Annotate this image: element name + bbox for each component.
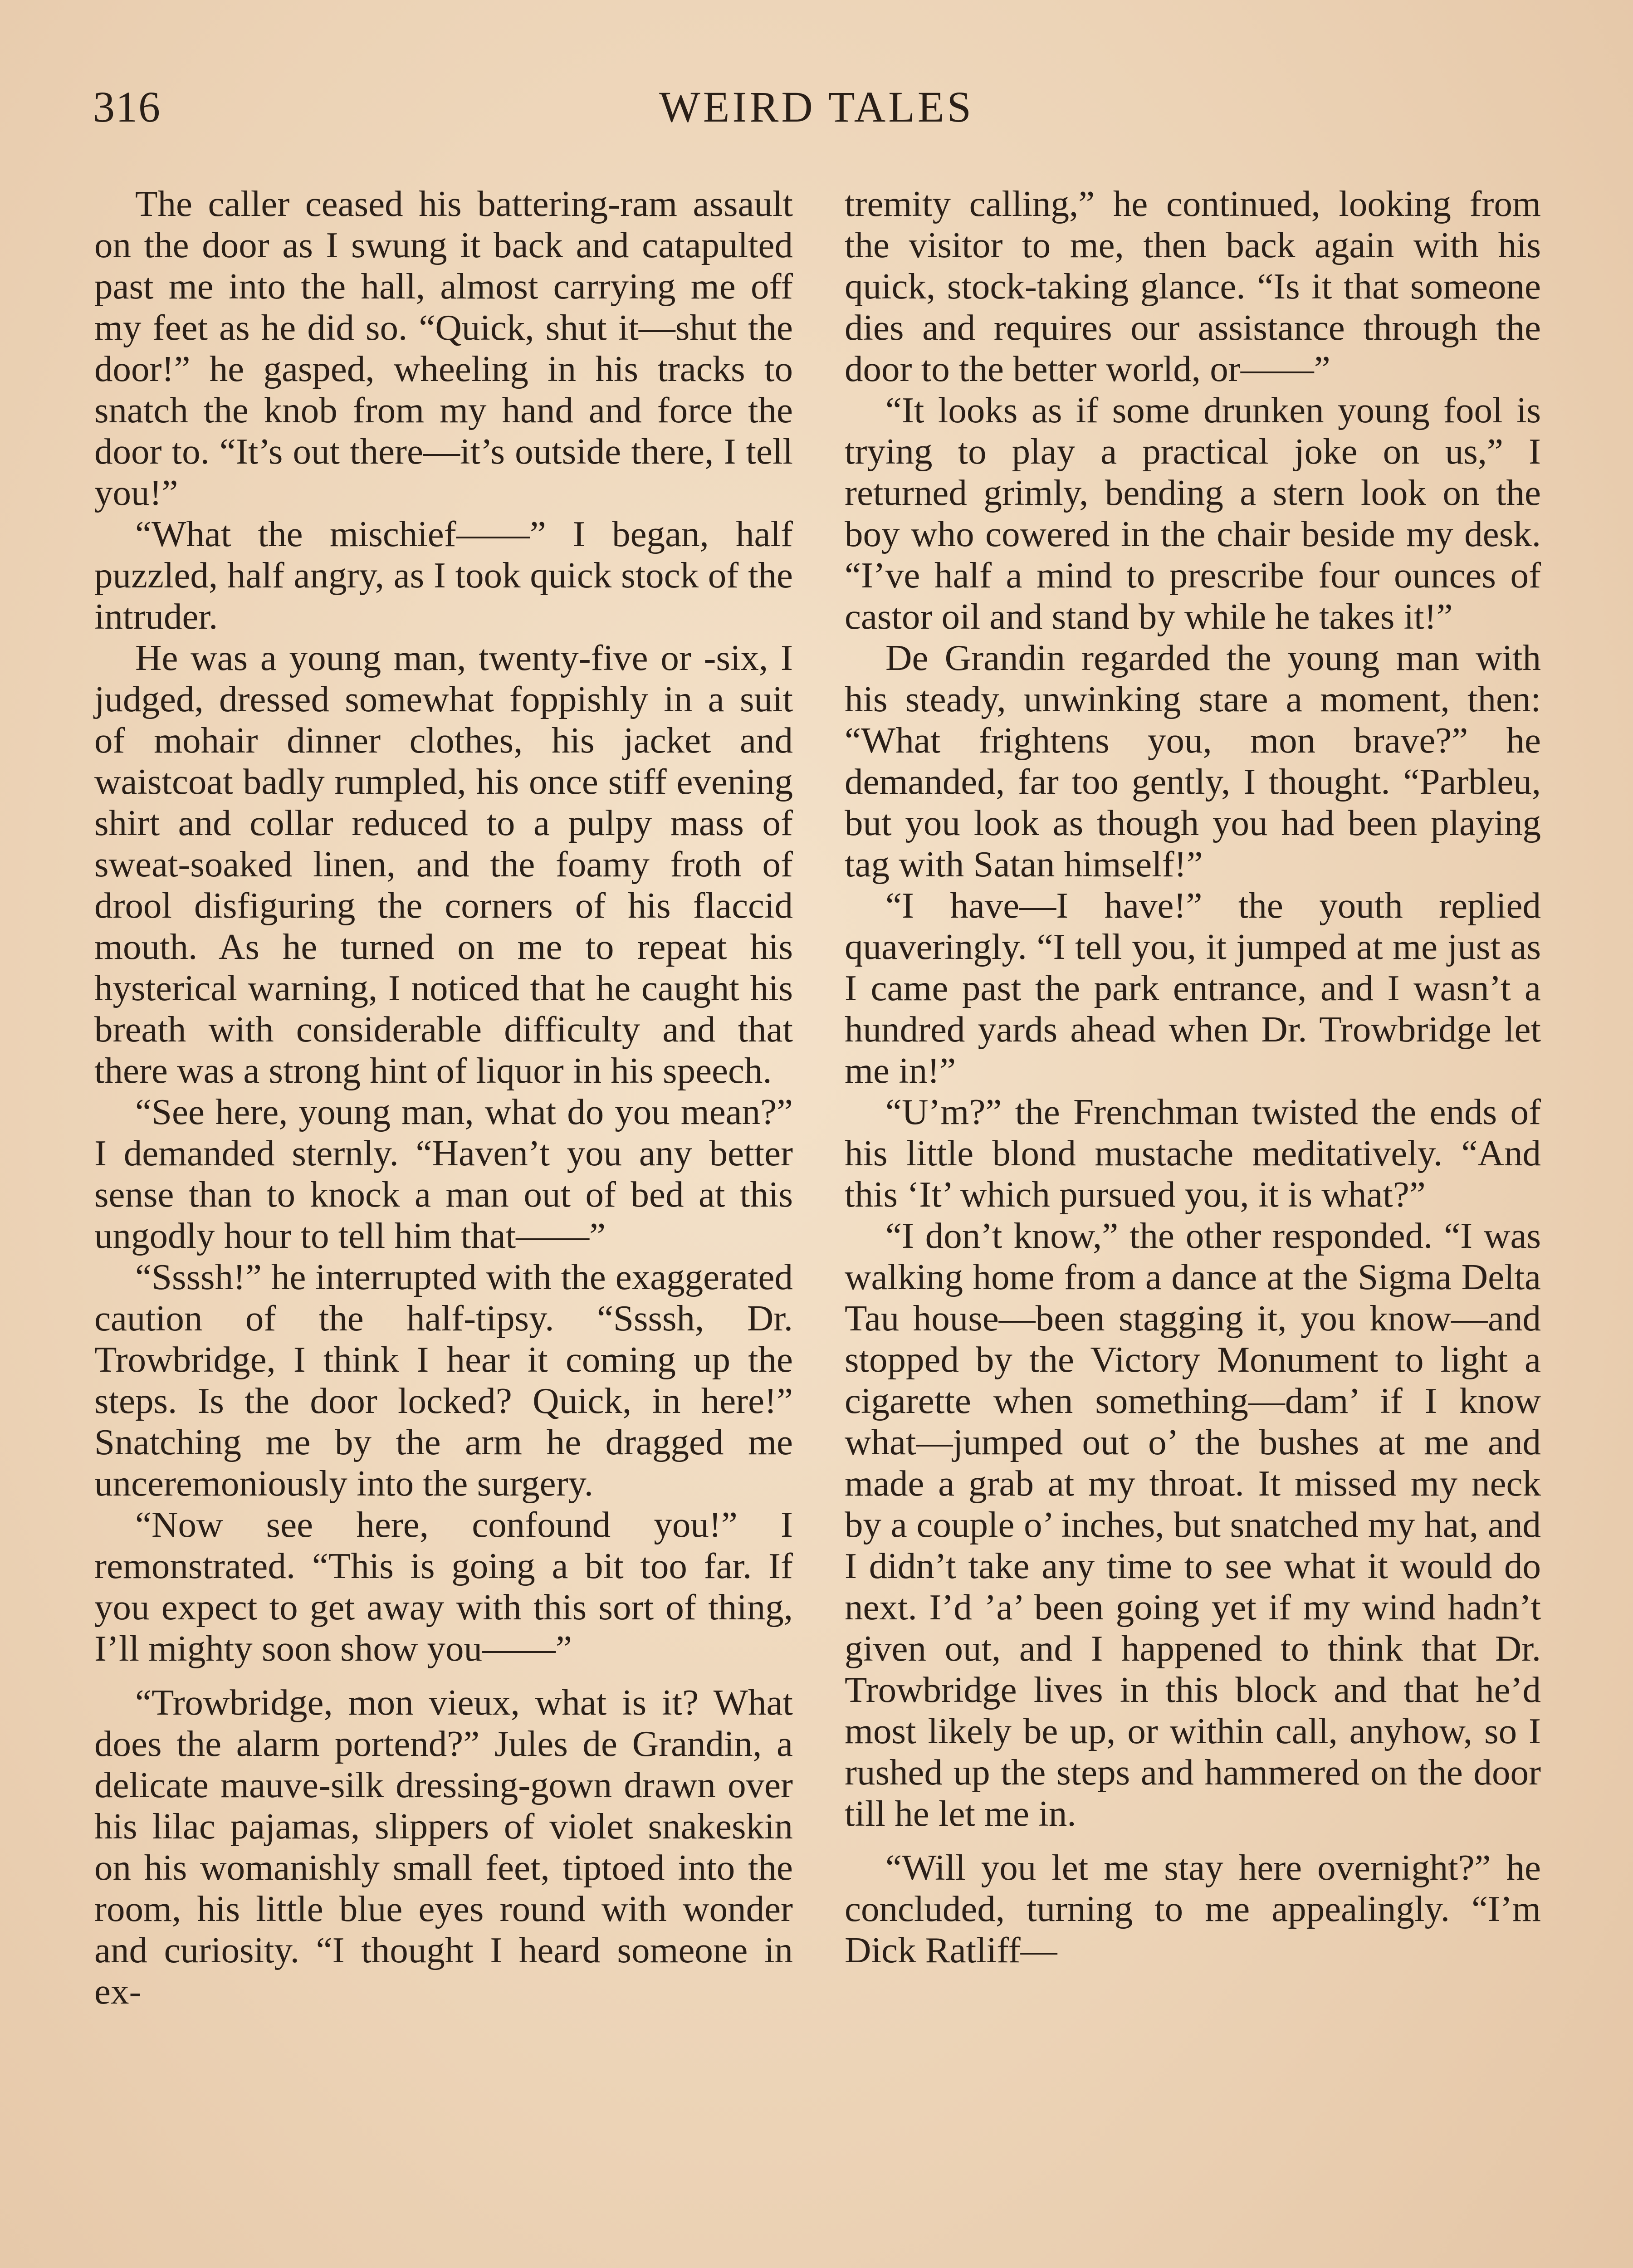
left-text-column bbox=[94, 183, 793, 2012]
paragraph: The caller ceased his battering-ram assault on the door as I swung it back and catapulted past me into the hall, almost carrying me off my feet as he did so. “Quick, shut it—shut the door!” he gasped, wheeling in his tracks to snatch the knob from my hand and force the door to. “It’s out there—it’s outside there, I tell you!” bbox=[94, 183, 793, 513]
paragraph: “Will you let me stay here overnight?” he concluded, turning to me appealingly. “I’m Dick Ratliff— bbox=[845, 1847, 1541, 1970]
paragraph: “Now see here, confound you!” I remonstrated. “This is going a bit too far. If you expect to get away with this sort of thing, I’ll mighty soon show you——” bbox=[94, 1504, 793, 1669]
paragraph: De Grandin regarded the young man with his steady, unwinking stare a moment, then: “What frightens you, mon brave?” he demanded, far too gently, I thought. “Parbleu, but you look as though you had been playing tag with Satan himself!” bbox=[845, 637, 1541, 885]
paragraph: “What the mischief——” I began, half puzzled, half angry, as I took quick stock of the intruder. bbox=[94, 513, 793, 637]
paragraph: “U’m?” the Frenchman twisted the ends of his little blond mustache meditatively. “And this ‘It’ which pursued you, it is what?” bbox=[845, 1091, 1541, 1215]
page-number: 316 bbox=[93, 83, 161, 131]
paragraph: “Ssssh!” he interrupted with the exaggerated caution of the half-tipsy. “Ssssh, Dr. Trowbridge, I think I hear it coming up the steps. Is the door locked? Quick, in here!” Snatching me by the arm he dragged me unceremoniously into the surgery. bbox=[94, 1256, 793, 1504]
magazine-title: WEIRD TALES bbox=[659, 83, 974, 131]
paragraph-continued: tremity calling,” he continued, looking from the visitor to me, then back again with his quick, stock-taking glance. “Is it that someone dies and requires our assistance through the door to the better world, or——” bbox=[845, 183, 1541, 389]
paragraph: He was a young man, twenty-five or -six, I judged, dressed somewhat foppishly in a suit of mohair dinner clothes, his jacket and waistcoat badly rumpled, his once stiff evening shirt and collar reduced to a pulpy mass of sweat-soaked linen, and the foamy froth of drool disfiguring the corners of his flaccid mouth. As he turned on me to repeat his hysterical warning, I noticed that he caught his breath with considerable difficulty and that there was a strong hint of liquor in his speech. bbox=[94, 637, 793, 1091]
paragraph: “I don’t know,” the other responded. “I was walking home from a dance at the Sigma Delta Tau house—been stagging it, you know—and stopped by the Victory Monument to light a cigarette when something—dam’ if I know what—jumped out o’ the bushes at me and made a grab at my throat. It missed my neck by a couple o’ inches, but snatched my hat, and I didn’t take any time to see what it would do next. I’d ’a’ been going yet if my wind hadn’t given out, and I happened to think that Dr. Trowbridge lives in this block and that he’d most likely be up, or within call, anyhow, so I rushed up the steps and hammered on the door till he let me in. bbox=[845, 1215, 1541, 1834]
paragraph: “See here, young man, what do you mean?” I demanded sternly. “Haven’t you any better sense than to knock a man out of bed at this ungodly hour to tell him that——” bbox=[94, 1091, 793, 1256]
paragraph: “I have—I have!” the youth replied quaveringly. “I tell you, it jumped at me just as I came past the park entrance, and I wasn’t a hundred yards ahead when Dr. Trowbridge let me in!” bbox=[845, 885, 1541, 1091]
page-header bbox=[0, 0, 1633, 172]
paragraph: “Trowbridge, mon vieux, what is it? What does the alarm portend?” Jules de Grandin, a delicate mauve-silk dressing-gown drawn over his lilac pajamas, slippers of violet snakeskin on his womanishly small feet, tiptoed into the room, his little blue eyes round with wonder and curiosity. “I thought I heard someone in ex- bbox=[94, 1682, 793, 2012]
right-text-column bbox=[845, 183, 1541, 1971]
paragraph: “It looks as if some drunken young fool is trying to play a practical joke on us,” I returned grimly, bending a stern look on the boy who cowered in the chair beside my desk. “I’ve half a mind to prescribe four ounces of castor oil and stand by while he takes it!” bbox=[845, 390, 1541, 637]
